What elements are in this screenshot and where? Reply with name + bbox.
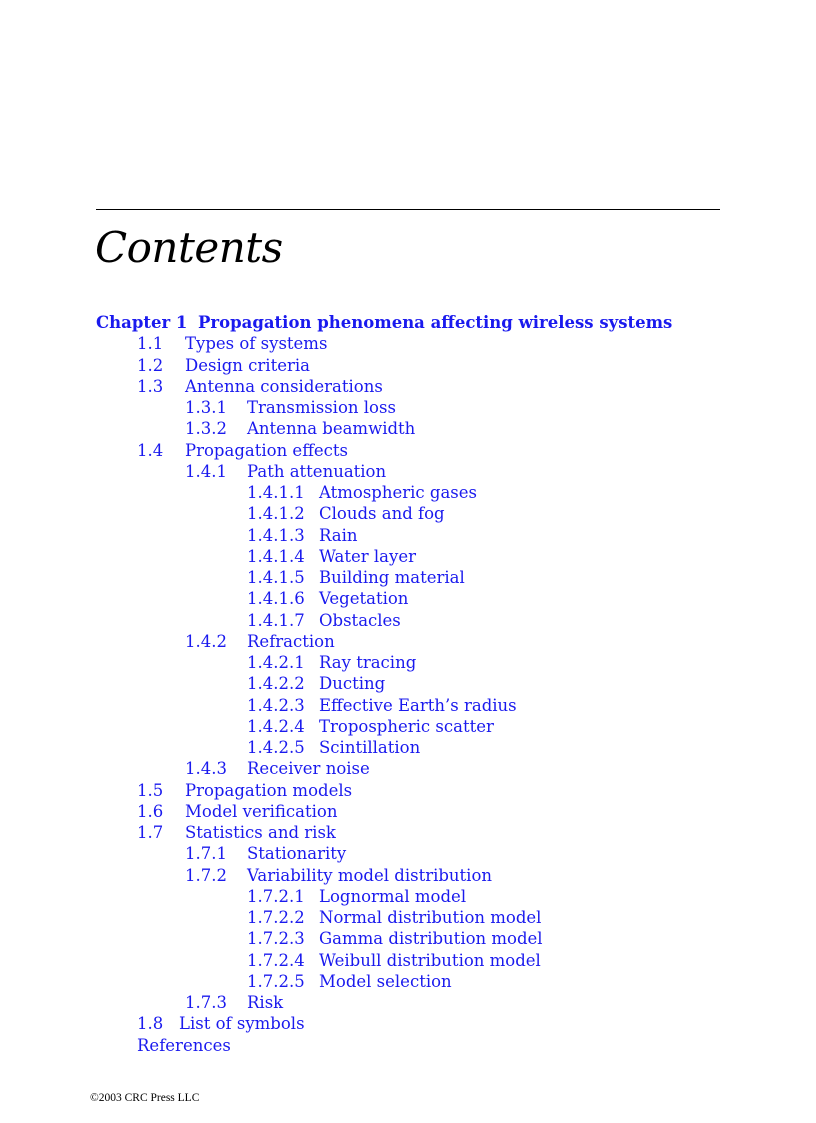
toc-entry-title[interactable]: Transmission loss xyxy=(247,398,396,417)
toc-entry-title[interactable]: List of symbols xyxy=(179,1014,305,1034)
toc-entry-title[interactable]: Path attenuation xyxy=(247,461,387,481)
toc-entry[interactable] xyxy=(0,631,816,652)
toc-entry-number[interactable]: 1.8 xyxy=(137,1014,164,1034)
toc-entry-number[interactable]: 1.3 xyxy=(137,376,164,396)
toc-entry[interactable] xyxy=(0,928,816,949)
toc-entry[interactable] xyxy=(0,588,816,609)
toc-entry-title[interactable]: Effective Earth’s radius xyxy=(319,695,517,715)
toc-entry-number[interactable]: 1.4.2.1 xyxy=(247,653,305,672)
toc-entry-title[interactable]: Weibull distribution model xyxy=(319,950,541,970)
toc-entry[interactable] xyxy=(0,780,816,801)
toc-entry-number[interactable]: Chapter 1 xyxy=(96,313,188,332)
toc-entry-number[interactable]: 1.7.2.5 xyxy=(247,971,305,991)
toc-entry-title[interactable]: Ray tracing xyxy=(319,653,417,672)
toc-entry-title[interactable]: Antenna considerations xyxy=(185,376,383,396)
toc-entry-title[interactable]: Vegetation xyxy=(319,589,409,609)
toc-entry-title[interactable]: Rain xyxy=(319,525,358,545)
toc-entry[interactable] xyxy=(0,865,816,886)
toc-entry-title[interactable]: Building material xyxy=(319,568,465,587)
toc-entry-title[interactable]: Obstacles xyxy=(319,610,401,630)
toc-entry-title[interactable]: Statistics and risk xyxy=(185,823,336,842)
toc-entry-number[interactable]: 1.4.1.6 xyxy=(247,589,305,609)
toc-entry-number[interactable]: 1.7.1 xyxy=(185,844,227,864)
toc-entry-title[interactable]: Types of systems xyxy=(185,334,328,354)
toc-entry-number[interactable]: 1.7 xyxy=(137,823,164,842)
toc-entry-number[interactable]: 1.7.2.3 xyxy=(247,929,305,949)
toc-chapter-entry[interactable] xyxy=(0,312,816,333)
toc-entry-number[interactable]: 1.4.1.2 xyxy=(247,504,305,524)
toc-entry[interactable] xyxy=(0,907,816,928)
toc-entry-number[interactable]: 1.2 xyxy=(137,355,164,375)
toc-entry[interactable] xyxy=(0,610,816,631)
toc-entry-number[interactable]: 1.4.2.5 xyxy=(247,738,305,757)
toc-entry[interactable] xyxy=(0,418,816,439)
toc-entry-number[interactable]: 1.7.2.1 xyxy=(247,886,305,906)
toc-entry[interactable] xyxy=(0,673,816,694)
toc-entry[interactable] xyxy=(0,758,816,779)
copyright-footer: ©2003 CRC Press LLC xyxy=(90,1092,200,1104)
toc-entry-title[interactable]: Ducting xyxy=(319,674,386,694)
toc-entry-title[interactable]: Scintillation xyxy=(319,738,421,757)
toc-entry-number[interactable]: 1.4.2.3 xyxy=(247,695,305,715)
toc-entry[interactable] xyxy=(0,695,816,716)
toc-entry-number[interactable]: 1.6 xyxy=(137,801,164,821)
toc-entry[interactable] xyxy=(0,801,816,822)
toc-entry-title[interactable]: Atmospheric gases xyxy=(319,483,478,502)
toc-entry-number[interactable]: 1.4.1.3 xyxy=(247,525,305,545)
toc-entry-number[interactable]: 1.3.1 xyxy=(185,398,227,417)
toc-entry[interactable] xyxy=(0,716,816,737)
toc-entry-number[interactable]: 1.4.2.2 xyxy=(247,674,305,694)
toc-entry-title[interactable]: Variability model distribution xyxy=(247,865,493,885)
toc-entry-title[interactable]: References xyxy=(137,1035,231,1055)
toc-entry-title[interactable]: Model verification xyxy=(185,801,338,821)
toc-entry[interactable] xyxy=(0,461,816,482)
toc-entry[interactable] xyxy=(0,503,816,524)
toc-entry-title[interactable]: Tropospheric scatter xyxy=(319,716,494,736)
toc-entry-title[interactable]: Normal distribution model xyxy=(319,908,542,927)
toc-entry-title[interactable]: Risk xyxy=(247,993,284,1012)
toc-entry[interactable] xyxy=(0,440,816,461)
toc-entry-number[interactable]: 1.4.1.1 xyxy=(247,483,305,502)
toc-entry[interactable] xyxy=(0,652,816,673)
toc-entry[interactable] xyxy=(0,843,816,864)
toc-entry-number[interactable]: 1.7.3 xyxy=(185,993,227,1012)
toc-entry[interactable] xyxy=(0,971,816,992)
toc-entry[interactable] xyxy=(0,822,816,843)
toc-entry-number[interactable]: 1.4.1.5 xyxy=(247,568,305,587)
toc-entry-number[interactable]: 1.4.1.4 xyxy=(247,546,305,566)
title-rule xyxy=(96,209,720,210)
toc-entry-number[interactable]: 1.5 xyxy=(137,780,164,800)
toc-entry[interactable] xyxy=(0,950,816,971)
toc-entry-title[interactable]: Water layer xyxy=(319,546,416,566)
toc-entry[interactable] xyxy=(0,397,816,418)
toc-entry-number[interactable]: 1.3.2 xyxy=(185,419,227,439)
toc-entry-title[interactable]: Clouds and fog xyxy=(319,504,445,524)
toc-entry-number[interactable]: 1.1 xyxy=(137,334,164,354)
toc-entry-title[interactable]: Antenna beamwidth xyxy=(247,419,416,439)
toc-entry-title[interactable]: Stationarity xyxy=(247,844,347,864)
toc-entry-title[interactable]: Refraction xyxy=(247,631,335,651)
toc-entry-title[interactable]: Gamma distribution model xyxy=(319,929,543,949)
toc-entry[interactable] xyxy=(0,355,816,376)
page-title: Contents xyxy=(95,223,283,272)
toc-entry-number[interactable]: 1.4 xyxy=(137,440,164,460)
table-of-contents xyxy=(0,312,816,1056)
toc-entry[interactable] xyxy=(0,737,816,758)
toc-entry-title[interactable]: Propagation phenomena affecting wireless systems xyxy=(198,313,673,332)
toc-entry-title[interactable]: Model selection xyxy=(319,971,452,991)
toc-entry-title[interactable]: Receiver noise xyxy=(247,759,370,779)
toc-entry-number[interactable]: 1.4.2.4 xyxy=(247,716,305,736)
toc-entry-number[interactable]: 1.7.2.2 xyxy=(247,908,305,927)
toc-entry-number[interactable]: 1.4.3 xyxy=(185,759,227,779)
toc-entry[interactable] xyxy=(0,333,816,354)
toc-entry[interactable] xyxy=(0,525,816,546)
toc-entry[interactable] xyxy=(0,1013,816,1034)
toc-entry-title[interactable]: Propagation models xyxy=(185,780,353,800)
toc-entry[interactable] xyxy=(0,482,816,503)
toc-entry[interactable] xyxy=(0,1035,816,1056)
toc-entry-title[interactable]: Propagation effects xyxy=(185,440,349,460)
toc-entry[interactable] xyxy=(0,886,816,907)
toc-entry[interactable] xyxy=(0,567,816,588)
toc-entry-number[interactable]: 1.4.2 xyxy=(185,631,227,651)
toc-entry-title[interactable]: Lognormal model xyxy=(319,886,467,906)
toc-entry[interactable] xyxy=(0,992,816,1013)
toc-entry-title[interactable]: Design criteria xyxy=(185,355,310,375)
toc-entry[interactable] xyxy=(0,546,816,567)
toc-entry-number[interactable]: 1.7.2.4 xyxy=(247,950,305,970)
toc-entry[interactable] xyxy=(0,376,816,397)
toc-entry-number[interactable]: 1.7.2 xyxy=(185,865,227,885)
toc-entry-number[interactable]: 1.4.1 xyxy=(185,461,227,481)
toc-entry-number[interactable]: 1.4.1.7 xyxy=(247,610,305,630)
